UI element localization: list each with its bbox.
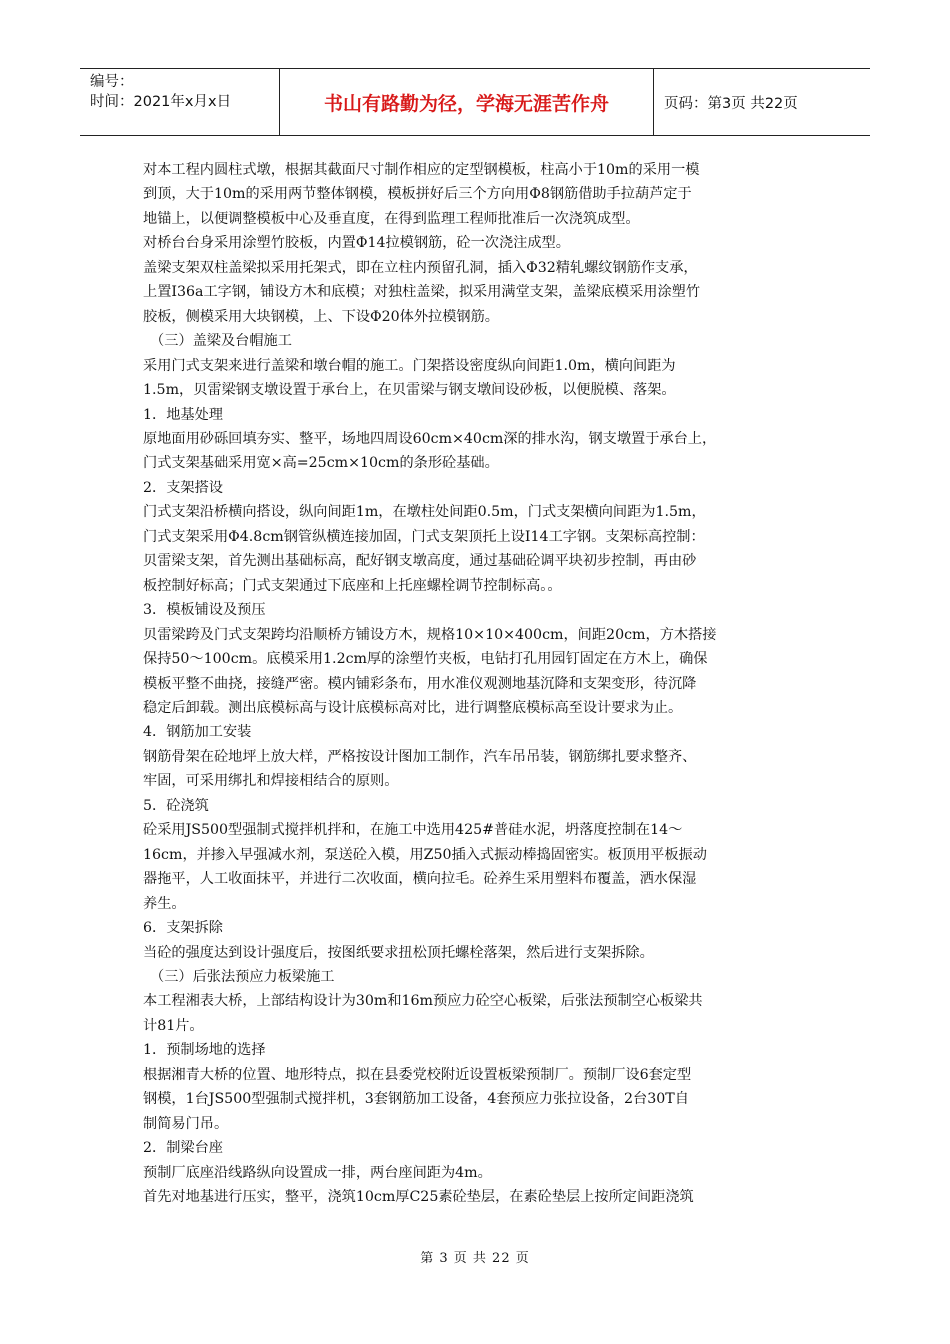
text-line: 钢模，1台JS500型强制式搅拌机，3套钢筋加工设备，4套预应力张拉设备，2台30T自 <box>143 1091 689 1108</box>
text-line: 首先对地基进行压实，整平，浇筑10cm厚C25素砼垫层，在素砼垫层上按所定间距浇筑 <box>143 1189 694 1206</box>
text-line: （三）盖梁及台帽施工 <box>150 333 292 350</box>
document-body <box>143 158 815 1209</box>
text-line: 稳定后卸载。测出底模标高与设计底模标高对比，进行调整底模标高至设计要求为止。 <box>143 699 683 716</box>
text-line: 门式支架沿桥横向搭设，纵向间距1m，在墩柱处间距0.5m，门式支架横向间距为1.5m， <box>143 504 706 521</box>
text-line: 牢固，可采用绑扎和焊接相结合的原则。 <box>143 773 399 790</box>
text-line: 本工程湘表大桥，上部结构设计为30m和16m预应力砼空心板梁，后张法预制空心板梁共 <box>143 993 703 1010</box>
text-line: 当砼的强度达到设计强度后，按图纸要求扭松顶托螺栓落架，然后进行支架拆除。 <box>143 944 654 961</box>
text-line: 2．制梁台座 <box>143 1140 223 1157</box>
document-date-label: 时间：2021年x月x日 <box>90 94 232 110</box>
text-line: 根据湘青大桥的位置、地形特点，拟在县委党校附近设置板梁预制厂。预制厂设6套定型 <box>143 1066 692 1083</box>
text-line: 1.5m，贝雷梁钢支墩设置于承台上，在贝雷梁与钢支墩间设砂板，以便脱模、落架。 <box>143 382 676 399</box>
document-number-label: 编号： <box>90 74 134 90</box>
text-line: 门式支架基础采用宽×高=25cm×10cm的条形砼基础。 <box>143 455 499 472</box>
text-line: 贝雷梁跨及门式支架跨均沿顺桥方铺设方木，规格10×10×400cm，间距20cm，方木搭接 <box>143 626 717 643</box>
text-line: 制简易门吊。 <box>143 1115 229 1132</box>
text-line: 采用门式支架来进行盖梁和墩台帽的施工。门架搭设密度纵向间距1.0m，横向间距为 <box>143 357 676 374</box>
text-line: 原地面用砂砾回填夯实、整平，场地四周设60cm×40cm深的排水沟，钢支墩置于承台上， <box>143 430 717 447</box>
text-line: 门式支架采用Φ4.8cm钢管纵横连接加固，门式支架顶托上设I14工字钢。支架标高控制： <box>143 528 705 545</box>
text-line: 对本工程内圆柱式墩，根据其截面尺寸制作相应的定型钢模板，柱高小于10m的采用一模 <box>143 162 700 178</box>
text-line: 钢筋骨架在砼地坪上放大样，严格按设计图加工制作，汽车吊吊装，钢筋绑扎要求整齐、 <box>143 748 697 765</box>
text-line: 2．支架搭设 <box>143 479 223 496</box>
text-line: 胶板，侧模采用大块钢模，上、下设Φ20体外拉模钢筋。 <box>143 308 499 325</box>
text-line: 对桥台台身采用涂塑竹胶板，内置Φ14拉模钢筋，砼一次浇注成型。 <box>143 235 570 252</box>
header-page-number: 页码：第3页 共22页 <box>664 95 798 112</box>
text-line: 器拖平，人工收面抹平，并进行二次收面，横向拉毛。砼养生采用塑料布覆盖，洒水保湿 <box>143 871 697 888</box>
text-line: 到顶，大于10m的采用两节整体钢模，模板拼好后三个方向用Φ8钢筋借助手拉葫芦定于 <box>143 186 692 203</box>
text-line: 预制厂底座沿线路纵向设置成一排，两台座间距为4m。 <box>143 1164 492 1181</box>
page-header <box>80 68 870 136</box>
text-line: 模板平整不曲挠，接缝严密。模内铺彩条布，用水准仪观测地基沉降和支架变形，待沉降 <box>143 675 697 692</box>
text-line: 贝雷梁支架，首先测出基础标高，配好钢支墩高度，通过基础砼调平块初步控制，再由砂 <box>143 553 697 570</box>
text-line: 盖梁支架双柱盖梁拟采用托架式，即在立柱内预留孔洞，插入Φ32精轧螺纹钢筋作支承， <box>143 259 698 276</box>
text-line: 1．地基处理 <box>143 406 223 423</box>
text-line: 板控制好标高；门式支架通过下底座和上托座螺栓调节控制标高。。 <box>143 577 562 594</box>
text-line: 砼采用JS500型强制式搅拌机拌和，在施工中选用425#普硅水泥，坍落度控制在14～ <box>143 822 683 839</box>
text-line: （三）后张法预应力板梁施工 <box>150 968 335 985</box>
text-line: 上置I36a工字钢，铺设方木和底模；对独柱盖梁，拟采用满堂支架，盖梁底模采用涂塑竹 <box>143 284 701 301</box>
text-line: 地锚上，以便调整模板中心及垂直度，在得到监理工程师批准后一次浇筑成型。 <box>143 210 640 227</box>
text-line: 5．砼浇筑 <box>143 797 209 814</box>
header-meta <box>80 69 280 135</box>
text-line: 3．模板铺设及预压 <box>143 602 266 619</box>
text-line: 养生。 <box>143 895 186 912</box>
text-line: 1．预制场地的选择 <box>143 1042 266 1059</box>
page-footer: 第 3 页 共 22 页 <box>420 1251 530 1266</box>
text-line: 6．支架拆除 <box>143 920 223 937</box>
header-motto: 书山有路勤为径，学海无涯苦作舟 <box>280 69 654 135</box>
text-line: 16cm，并掺入早强减水剂，泵送砼入模，用Z50插入式振动棒捣固密实。板顶用平板振动 <box>143 846 707 863</box>
text-line: 计81片。 <box>143 1017 204 1034</box>
text-line: 保持50～100cm。底模采用1.2cm厚的涂塑竹夹板，电钻打孔用园钉固定在方木上，确保 <box>143 651 708 668</box>
text-line: 4．钢筋加工安装 <box>143 724 252 741</box>
